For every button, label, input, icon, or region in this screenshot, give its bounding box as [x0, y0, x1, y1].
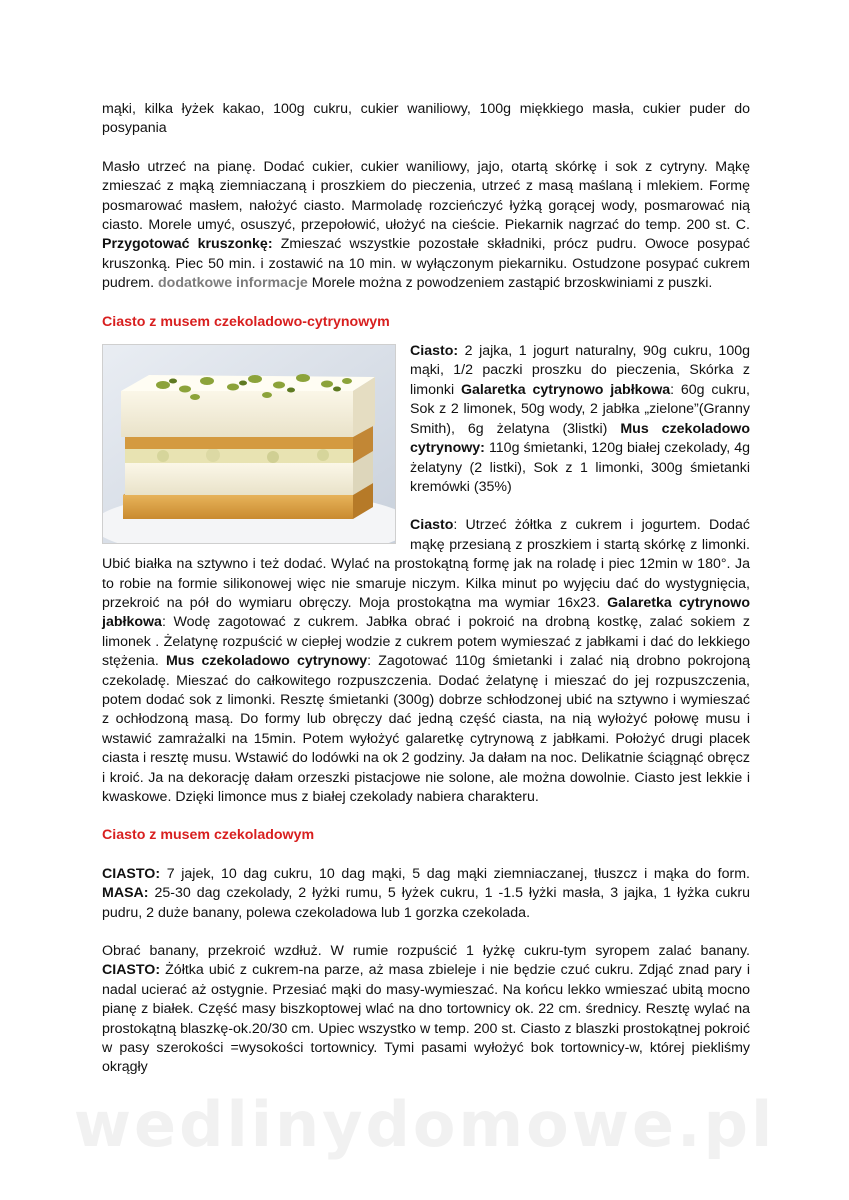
cake-photo-image [103, 345, 395, 543]
recipe1-title: Ciasto z musem czekoladowo-cytrynowym [102, 313, 390, 330]
crumble-label: Przygotować kruszonkę: [102, 236, 273, 253]
more-info-link[interactable]: dodatkowe informacje [158, 275, 308, 292]
recipe2-method: Obrać banany, przekroić wzdłuż. W rumie rozpuścić 1 łyżkę cukru-tym syropem zalać banany. CIASTO: Żółtka ubić z cukrem-na parze, aż masa zbieleje i nie będzie czuć cukru. Zdjąć znad pary i nadal ucierać aż ostygnie. Przesiać mąki do masy-wymieszać. Na końcu lekko wmieszać ubitą mocno pianę z białek. Część masy biszkoptowej wlać na dno tortownicy ok. 22 cm. średnicy. Resztę wylać na prostokątną blaszkę-ok.20/30 cm. Upiec wszystko w temp. 200 st. Ciasto z blaszki prostokątnej pokroić w pasy szerokości =wysokości tortownicy. Tymi pasami wyłożyć bok tortownicy-w, której piekliśmy okrągły [102, 943, 750, 1076]
cake-photo [102, 344, 396, 544]
intro-method: Masło utrzeć na pianę. Dodać cukier, cukier waniliowy, jajo, otartą skórkę i sok z cytryny. Mąkę zmieszać z mąką ziemniaczaną i proszkiem do pieczenia, utrzeć z masą maślaną i mlekiem. Formę posmarować masłem, nałożyć ciasto. Marmoladę rozcieńczyć łyżką gorącej wody, posmarować nią ciasto. Morele umyć, osuszyć, przepołowić, ułożyć na cieście. Piekarnik nagrzać do temp. 200 st. C. Przygotować kruszonkę: Zmieszać wszystkie pozostałe składniki, prócz pudru. Owoce posypać kruszonką. Piec 50 min. i zostawić na 10 min. w wyłączonym piekarniku. Ostudzone posypać cukrem pudrem. dodatkowe informacje Morele można z powodzeniem zastąpić brzoskwiniami z puszki. [102, 158, 750, 292]
recipe2-ingredients: CIASTO: 7 jajek, 10 dag cukru, 10 dag mąki, 5 dag mąki ziemniaczanej, tłuszcz i mąka do form. MASA: 25-30 dag czekolady, 2 łyżki rumu, 5 łyżek cukru, 1 -1.5 łyżki masła, 3 jajka, 1 łyżka cukru pudru, 2 duże banany, polewa czekoladowa lub 1 gorzka czekolada. [102, 865, 750, 921]
watermark: wedlinydomowe.pl [73, 1088, 776, 1161]
document-page [102, 100, 750, 1078]
recipe1-method: Ciasto: Utrzeć żółtka z cukrem i jogurtem. Dodać mąkę przesianą z proszkiem i startą skórkę z limonki. Ubić białka na sztywno i też dodać. Wylać na prostokątną formę jak na roladę i piec 12min w 180°. Ja to robie na formie silikonowej więc nie smaruje niczym. Kilka minut po wyjęciu dać do wystygnięcia, przekroić na pół do wymiaru obręczy. Moja prostokątna ma wymiar 16x23. Galaretka cytrynowo jabłkowa: Wodę zagotować z cukrem. Jabłka obrać i pokroić na drobną kostkę, zalać sokiem z limonek . Żelatynę rozpuścić w ciepłej wodzie z cukrem potem wymieszać z jabłkami i dać do lekkiego stężenia. Mus czekoladowo cytrynowy: Zagotować 110g śmietanki i zalać nią drobno pokrojoną czekoladę. Mieszać do całkowitego rozpuszczenia. Dodać żelatynę i mieszać do jej rozpuszczenia, potem dodać sok z limonki. Resztę śmietanki (300g) dobrze schłodzonej ubić na sztywno i wymieszać z ochłodzoną masą. Do formy lub obręczy dać jedną część ciasta, na nią wyłożyć połowę musu i wstawić zamrażalki na 15min. Potem wyłożyć galaretkę cytrynową z jabłkami. Położyć drugi placek ciasta i resztę musu. Wstawić do lodówki na ok 2 godziny. Ja dałam na noc. Delikatnie ściągnąć obręcz i kroić. Ja na dekorację dałam orzeszki pistacjowe nie solone, ale można dowolnie. Ciasto jest lekkie i kwaskowe. Dzięki limonce mus z białej czekolady nabiera charakteru. [102, 517, 750, 805]
recipe2-title: Ciasto z musem czekoladowym [102, 827, 315, 844]
intro-ingredients: mąki, kilka łyżek kakao, 100g cukru, cukier waniliowy, 100g miękkiego masła, cukier puder do posypania [102, 101, 750, 137]
recipe1-ingredients: Ciasto: 2 jajka, 1 jogurt naturalny, 90g cukru, 100g mąki, 1/2 paczki proszku do pieczenia, Skórka z limonki Galaretka cytrynowo jabłkowa: 60g cukru, Sok z 2 limonek, 50g wody, 2 jabłka „zielone”(Granny Smith), 6g żelatyna (3listki) Mus czekoladowo cytrynowy: 110g śmietanki, 120g białej czekolady, 4g żelatyny (2 listki), Sok z 1 limonki, 300g śmietanki kremówki (35%) [410, 343, 750, 495]
